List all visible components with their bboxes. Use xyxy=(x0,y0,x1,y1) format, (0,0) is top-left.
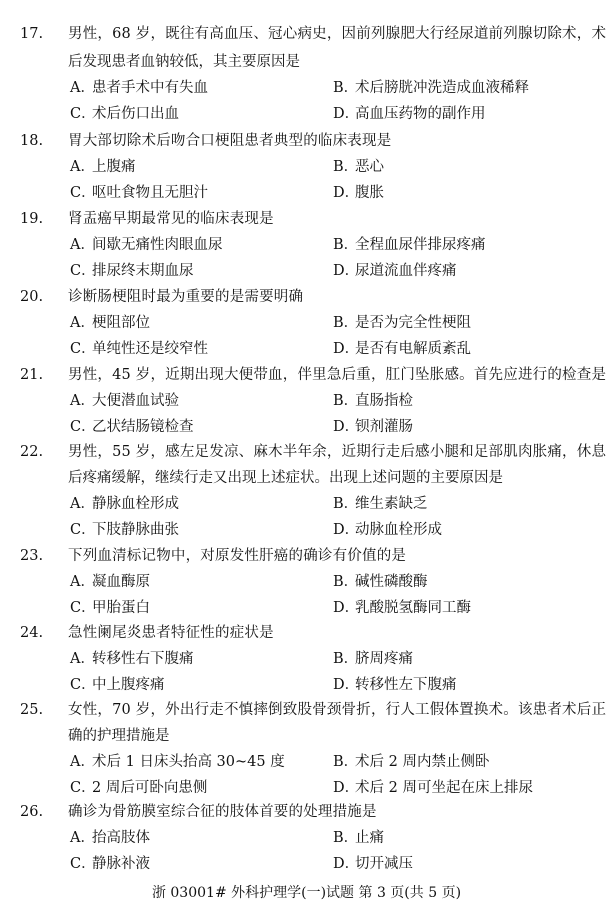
option-text: 维生素缺乏 xyxy=(355,496,428,512)
option-letter: A． xyxy=(70,496,95,512)
answer-option xyxy=(333,753,489,771)
option-letter: A． xyxy=(70,80,95,96)
question-stem-continued: 后疼痛缓解，继续行走又出现上述症状。出现上述问题的主要原因是 xyxy=(68,470,503,486)
answer-option xyxy=(333,650,413,668)
answer-option xyxy=(70,650,194,668)
answer-option xyxy=(70,314,150,332)
answer-option xyxy=(70,855,150,873)
option-text: 高血压药物的副作用 xyxy=(355,106,486,122)
option-letter: C． xyxy=(70,522,96,538)
answer-option xyxy=(70,184,208,202)
option-letter: B． xyxy=(333,237,359,253)
question-stem-continued: 确的护理措施是 xyxy=(68,728,170,744)
answer-option xyxy=(70,779,207,797)
option-text: 术后 2 周内禁止侧卧 xyxy=(355,754,490,770)
answer-option xyxy=(70,105,179,123)
answer-option xyxy=(70,79,208,97)
option-letter: D． xyxy=(333,856,360,872)
question-number: 19. xyxy=(20,211,44,227)
option-letter: C． xyxy=(70,677,96,693)
question-number: 26. xyxy=(20,804,44,820)
answer-option xyxy=(70,392,179,410)
answer-option xyxy=(333,158,384,176)
question-number: 25. xyxy=(20,702,44,718)
question-stem: 肾盂癌早期最常见的临床表现是 xyxy=(68,211,274,227)
question-stem: 胃大部切除术后吻合口梗阻患者典型的临床表现是 xyxy=(68,133,392,149)
answer-option xyxy=(333,184,384,202)
option-text: 尿道流血伴疼痛 xyxy=(355,263,457,279)
option-letter: A． xyxy=(70,315,95,331)
option-text: 动脉血栓形成 xyxy=(355,522,442,538)
option-text: 全程血尿伴排尿疼痛 xyxy=(355,237,486,253)
answer-option xyxy=(70,495,179,513)
option-letter: C． xyxy=(70,341,96,357)
option-letter: C． xyxy=(70,106,96,122)
option-letter: A． xyxy=(70,830,95,846)
question-number: 23. xyxy=(20,548,44,564)
option-text: 甲胎蛋白 xyxy=(92,600,150,616)
option-letter: D． xyxy=(333,185,360,201)
page-footer: 浙 03001# 外科护理学(一)试题 第 3 页(共 5 页) xyxy=(151,885,462,901)
answer-option xyxy=(333,262,457,280)
answer-option xyxy=(70,521,179,539)
option-text: 术后膀胱冲洗造成血液稀释 xyxy=(355,80,529,96)
option-letter: D． xyxy=(333,522,360,538)
option-letter: B． xyxy=(333,574,359,590)
option-text: 大便潜血试验 xyxy=(92,393,179,409)
option-text: 患者手术中有失血 xyxy=(92,80,208,96)
option-text: 脐周疼痛 xyxy=(355,651,413,667)
question-stem-continued: 后发现患者血钠较低，其主要原因是 xyxy=(68,54,300,70)
answer-option xyxy=(70,753,285,771)
answer-option xyxy=(333,340,471,358)
option-text: 是否有电解质紊乱 xyxy=(355,341,471,357)
answer-option xyxy=(333,314,471,332)
question-stem: 女性，70 岁，外出行走不慎摔倒致股骨颈骨折，行人工假体置换术。该患者术后正 xyxy=(68,702,607,718)
answer-option xyxy=(333,829,384,847)
answer-option xyxy=(333,79,529,97)
option-letter: B． xyxy=(333,159,359,175)
option-letter: B． xyxy=(333,80,359,96)
option-letter: C． xyxy=(70,185,96,201)
answer-option xyxy=(70,573,150,591)
answer-option xyxy=(333,599,471,617)
option-letter: C． xyxy=(70,263,96,279)
option-letter: C． xyxy=(70,856,96,872)
option-text: 中上腹疼痛 xyxy=(92,677,165,693)
option-text: 静脉血栓形成 xyxy=(92,496,179,512)
option-text: 上腹痛 xyxy=(92,159,136,175)
answer-option xyxy=(333,573,428,591)
option-text: 腹胀 xyxy=(355,185,384,201)
option-letter: D． xyxy=(333,341,360,357)
option-letter: D． xyxy=(333,263,360,279)
option-text: 静脉补液 xyxy=(92,856,150,872)
option-text: 间歇无痛性肉眼血尿 xyxy=(92,237,223,253)
option-letter: D． xyxy=(333,780,360,796)
answer-option xyxy=(70,599,150,617)
option-letter: B． xyxy=(333,754,359,770)
answer-option xyxy=(333,495,428,513)
option-text: 恶心 xyxy=(355,159,384,175)
answer-option xyxy=(70,262,194,280)
option-text: 术后 1 日床头抬高 30~45 度 xyxy=(92,754,285,770)
option-text: 抬高肢体 xyxy=(92,830,150,846)
option-letter: A． xyxy=(70,651,95,667)
option-letter: C． xyxy=(70,780,96,796)
option-text: 转移性左下腹痛 xyxy=(355,677,457,693)
option-letter: A． xyxy=(70,159,95,175)
option-letter: D． xyxy=(333,600,360,616)
option-text: 直肠指检 xyxy=(355,393,413,409)
option-letter: A． xyxy=(70,574,95,590)
answer-option xyxy=(333,392,413,410)
option-text: 单纯性还是绞窄性 xyxy=(92,341,208,357)
answer-option xyxy=(70,158,136,176)
answer-option xyxy=(333,855,413,873)
answer-option xyxy=(333,676,457,694)
question-stem: 男性，45 岁，近期出现大便带血，伴里急后重，肛门坠胀感。首先应进行的检查是 xyxy=(68,367,607,383)
option-letter: D． xyxy=(333,106,360,122)
option-letter: D． xyxy=(333,419,360,435)
option-text: 2 周后可卧向患侧 xyxy=(92,780,208,796)
option-text: 切开减压 xyxy=(355,856,413,872)
option-letter: B． xyxy=(333,393,359,409)
question-number: 24. xyxy=(20,625,44,641)
question-number: 20. xyxy=(20,289,44,305)
answer-option xyxy=(70,676,165,694)
option-text: 止痛 xyxy=(355,830,384,846)
option-text: 凝血酶原 xyxy=(92,574,150,590)
question-number: 22. xyxy=(20,444,44,460)
option-letter: B． xyxy=(333,496,359,512)
answer-option xyxy=(70,340,208,358)
option-text: 梗阻部位 xyxy=(92,315,150,331)
answer-option xyxy=(333,105,486,123)
option-letter: A． xyxy=(70,237,95,253)
option-letter: B． xyxy=(333,651,359,667)
option-text: 术后伤口出血 xyxy=(92,106,179,122)
question-stem: 诊断肠梗阻时最为重要的是需要明确 xyxy=(68,289,304,305)
option-letter: B． xyxy=(333,830,359,846)
option-text: 钡剂灌肠 xyxy=(355,419,413,435)
answer-option xyxy=(333,521,442,539)
option-text: 排尿终末期血尿 xyxy=(92,263,194,279)
option-letter: B． xyxy=(333,315,359,331)
option-text: 乳酸脱氢酶同工酶 xyxy=(355,600,471,616)
option-text: 呕吐食物且无胆汁 xyxy=(92,185,208,201)
question-number: 18. xyxy=(20,133,44,149)
question-number: 17. xyxy=(20,26,44,42)
option-text: 乙状结肠镜检查 xyxy=(92,419,194,435)
answer-option xyxy=(333,418,413,436)
option-text: 碱性磷酸酶 xyxy=(355,574,428,590)
option-text: 下肢静脉曲张 xyxy=(92,522,179,538)
question-stem: 男性，55 岁，感左足发凉、麻木半年余，近期行走后感小腿和足部肌肉胀痛，休息 xyxy=(68,444,607,460)
answer-option xyxy=(70,418,194,436)
option-text: 术后 2 周可坐起在床上排尿 xyxy=(355,780,533,796)
question-stem: 下列血清标记物中，对原发性肝癌的确诊有价值的是 xyxy=(68,548,407,564)
option-letter: C． xyxy=(70,600,96,616)
answer-option xyxy=(333,236,486,254)
option-letter: A． xyxy=(70,754,95,770)
option-text: 转移性右下腹痛 xyxy=(92,651,194,667)
option-letter: D． xyxy=(333,677,360,693)
question-stem: 急性阑尾炎患者特征性的症状是 xyxy=(68,625,274,641)
option-letter: C． xyxy=(70,419,96,435)
option-letter: A． xyxy=(70,393,95,409)
question-stem: 确诊为骨筋膜室综合征的肢体首要的处理措施是 xyxy=(68,804,377,820)
answer-option xyxy=(70,829,150,847)
question-number: 21. xyxy=(20,367,44,383)
answer-option xyxy=(70,236,223,254)
question-stem: 男性，68 岁，既往有高血压、冠心病史，因前列腺肥大行经尿道前列腺切除术，术 xyxy=(68,26,607,42)
option-text: 是否为完全性梗阻 xyxy=(355,315,471,331)
answer-option xyxy=(333,779,533,797)
